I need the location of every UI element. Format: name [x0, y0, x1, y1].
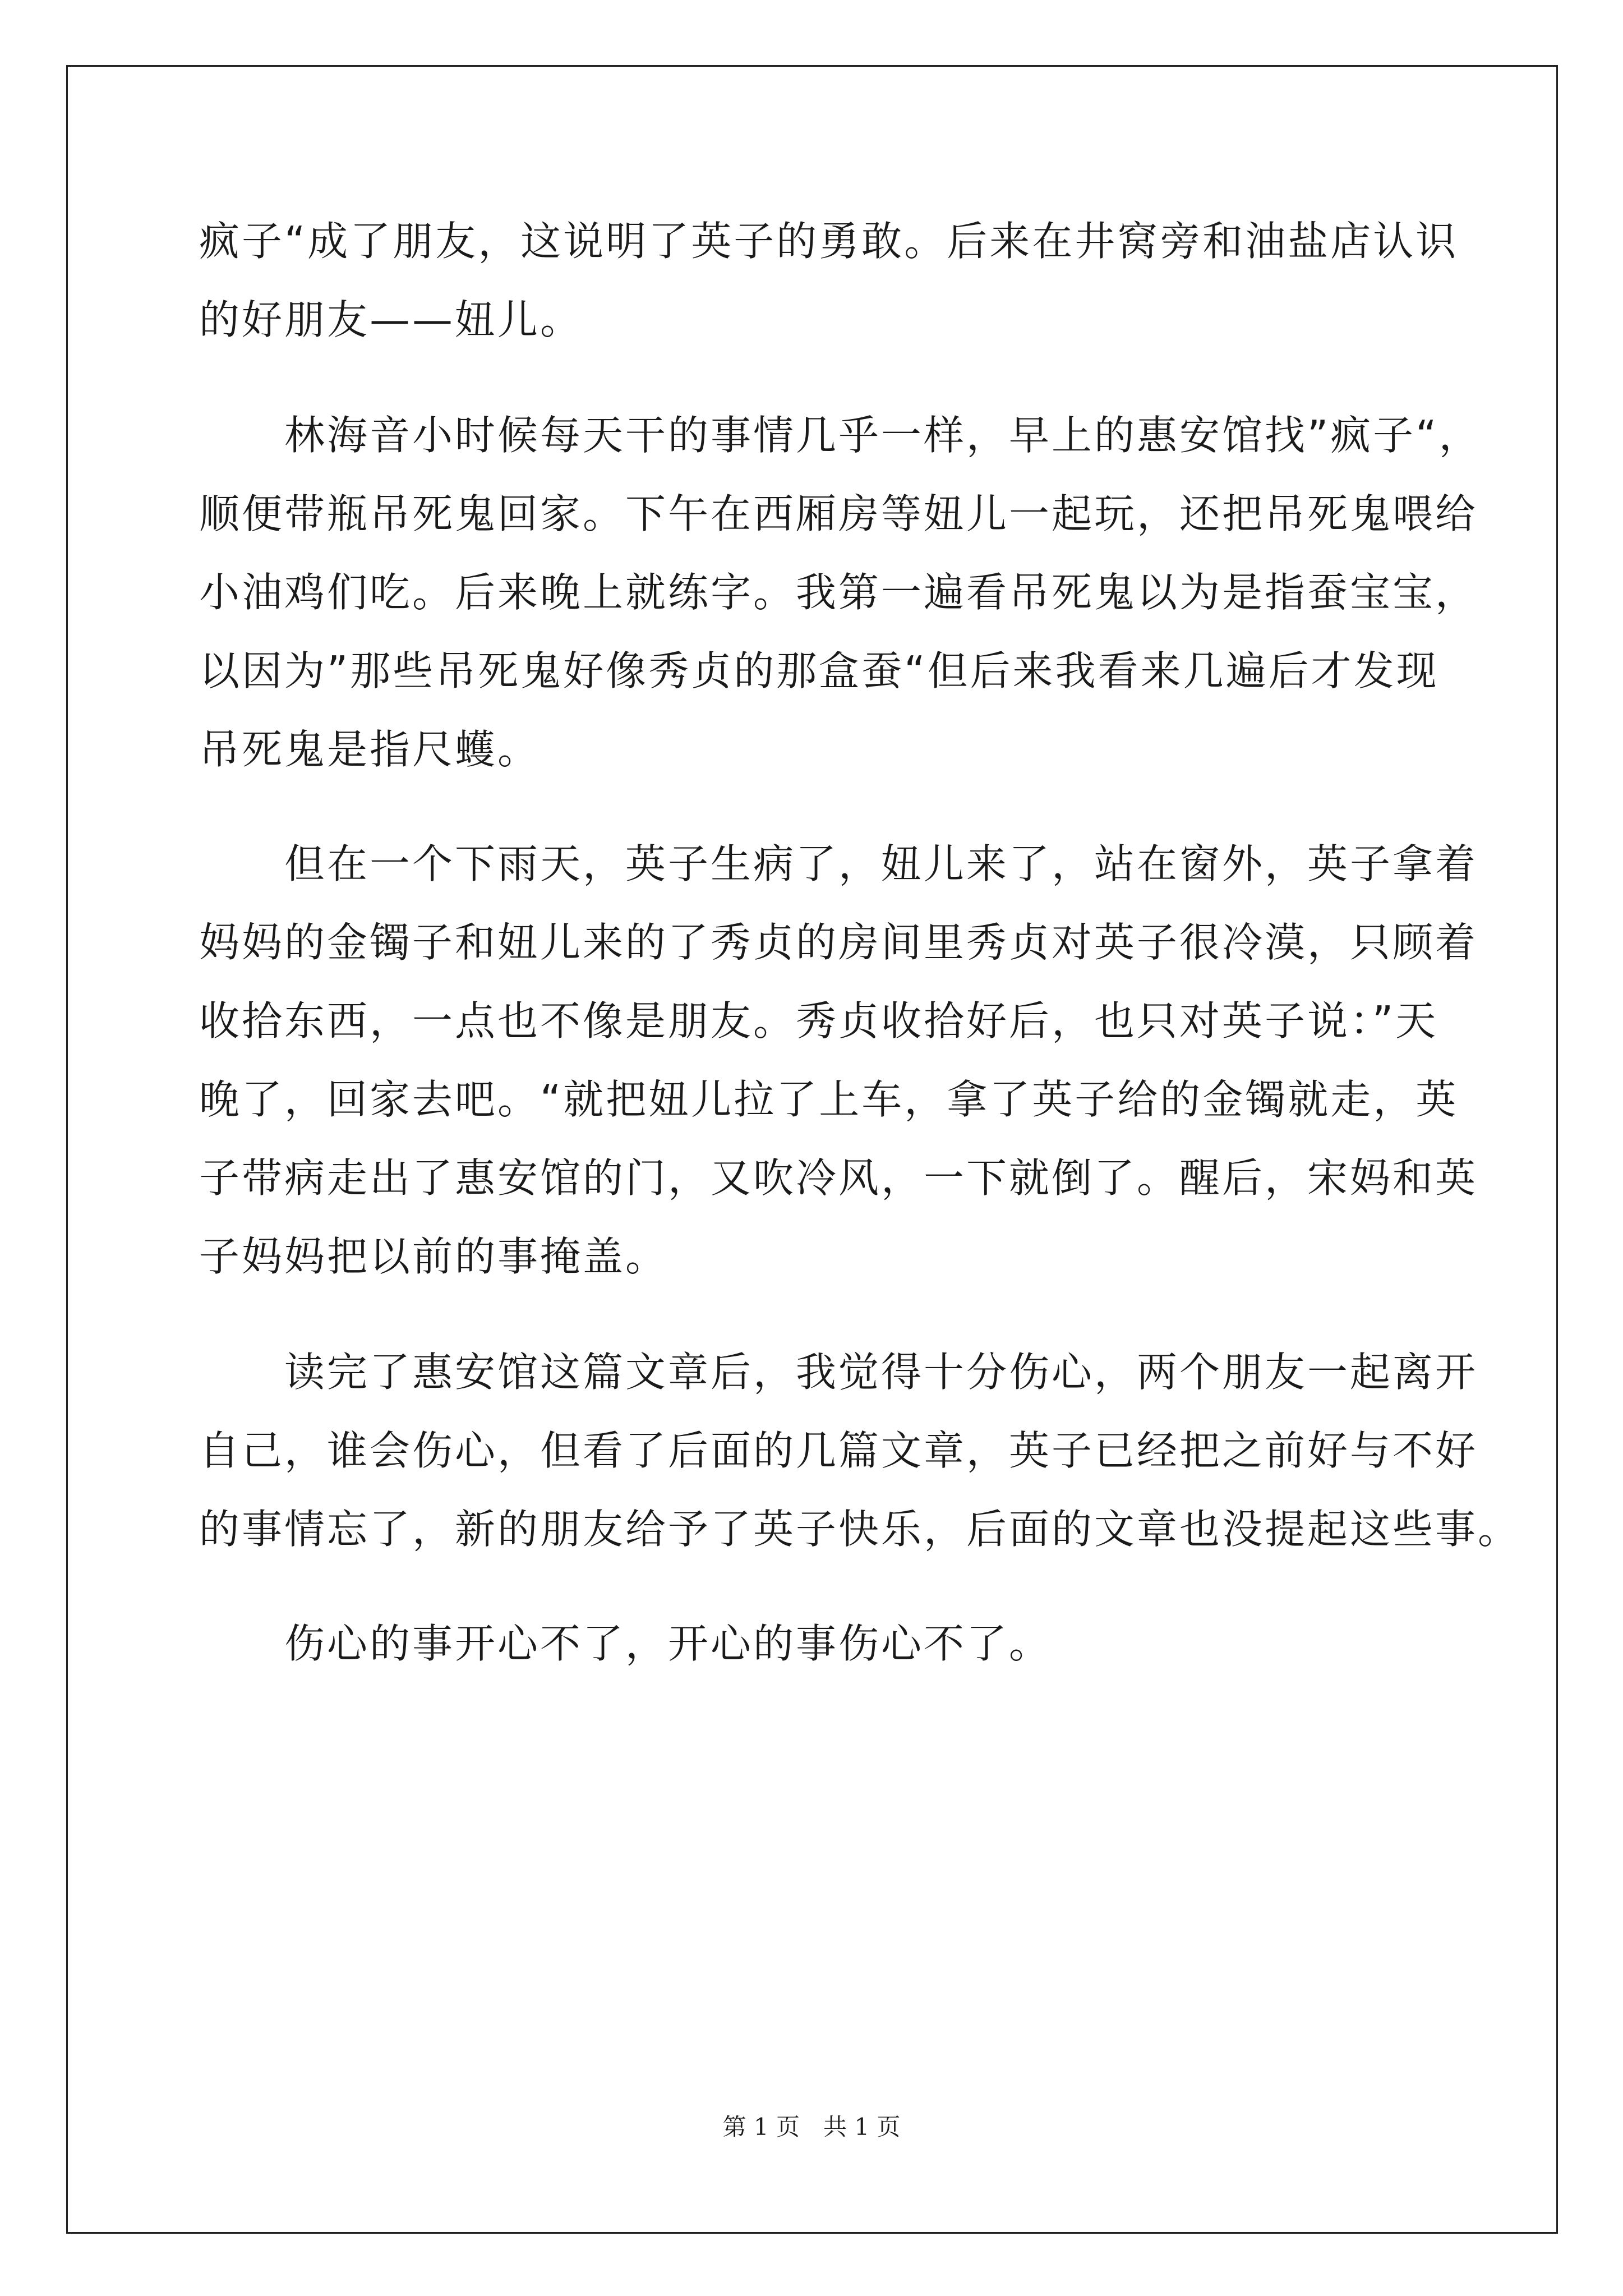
- body-line: 妈妈的金镯子和妞儿来的了秀贞的房间里秀贞对英子很冷漠，只顾着: [199, 919, 1478, 966]
- body-line: 的事情忘了，新的朋友给予了英子快乐，后面的文章也没提起这些事。: [199, 1506, 1521, 1553]
- body-line: 读完了惠安馆这篇文章后，我觉得十分伤心，两个朋友一起离开: [199, 1349, 1478, 1396]
- body-line: 子妈妈把以前的事掩盖。: [199, 1233, 668, 1280]
- body-line: 伤心的事开心不了，开心的事伤心不了。: [199, 1620, 1052, 1667]
- body-line: 林海音小时候每天干的事情几乎一样，早上的惠安馆找”疯子“，: [199, 412, 1482, 459]
- body-line: 小油鸡们吃。后来晚上就练字。我第一遍看吊死鬼以为是指蚕宝宝，: [199, 569, 1478, 616]
- body-line: 收拾东西，一点也不像是朋友。秀贞收拾好后，也只对英子说：”天: [199, 997, 1438, 1045]
- body-line: 晚了，回家去吧。“就把妞儿拉了上车，拿了英子给的金镯就走，英: [199, 1076, 1459, 1123]
- page-border: [66, 65, 1558, 2234]
- body-line: 顺便带瓶吊死鬼回家。下午在西厢房等妞儿一起玩，还把吊死鬼喂给: [199, 490, 1478, 537]
- body-line: 疯子“成了朋友，这说明了英子的勇敢。后来在井窝旁和油盐店认识: [199, 218, 1459, 265]
- body-line: 但在一个下雨天，英子生病了，妞儿来了，站在窗外，英子拿着: [199, 840, 1478, 887]
- page-number-footer: 第 1 页 共 1 页: [722, 2113, 901, 2141]
- body-line: 的好朋友——妞儿。: [199, 296, 583, 343]
- body-line: 以因为”那些吊死鬼好像秀贞的那盒蚕“但后来我看来几遍后才发现: [199, 647, 1439, 694]
- body-line: 吊死鬼是指尺蠖。: [199, 726, 541, 773]
- body-line: 自己，谁会伤心，但看了后面的几篇文章，英子已经把之前好与不好: [199, 1427, 1478, 1474]
- body-line: 子带病走出了惠安馆的门，又吹冷风，一下就倒了。醒后，宋妈和英: [199, 1154, 1478, 1202]
